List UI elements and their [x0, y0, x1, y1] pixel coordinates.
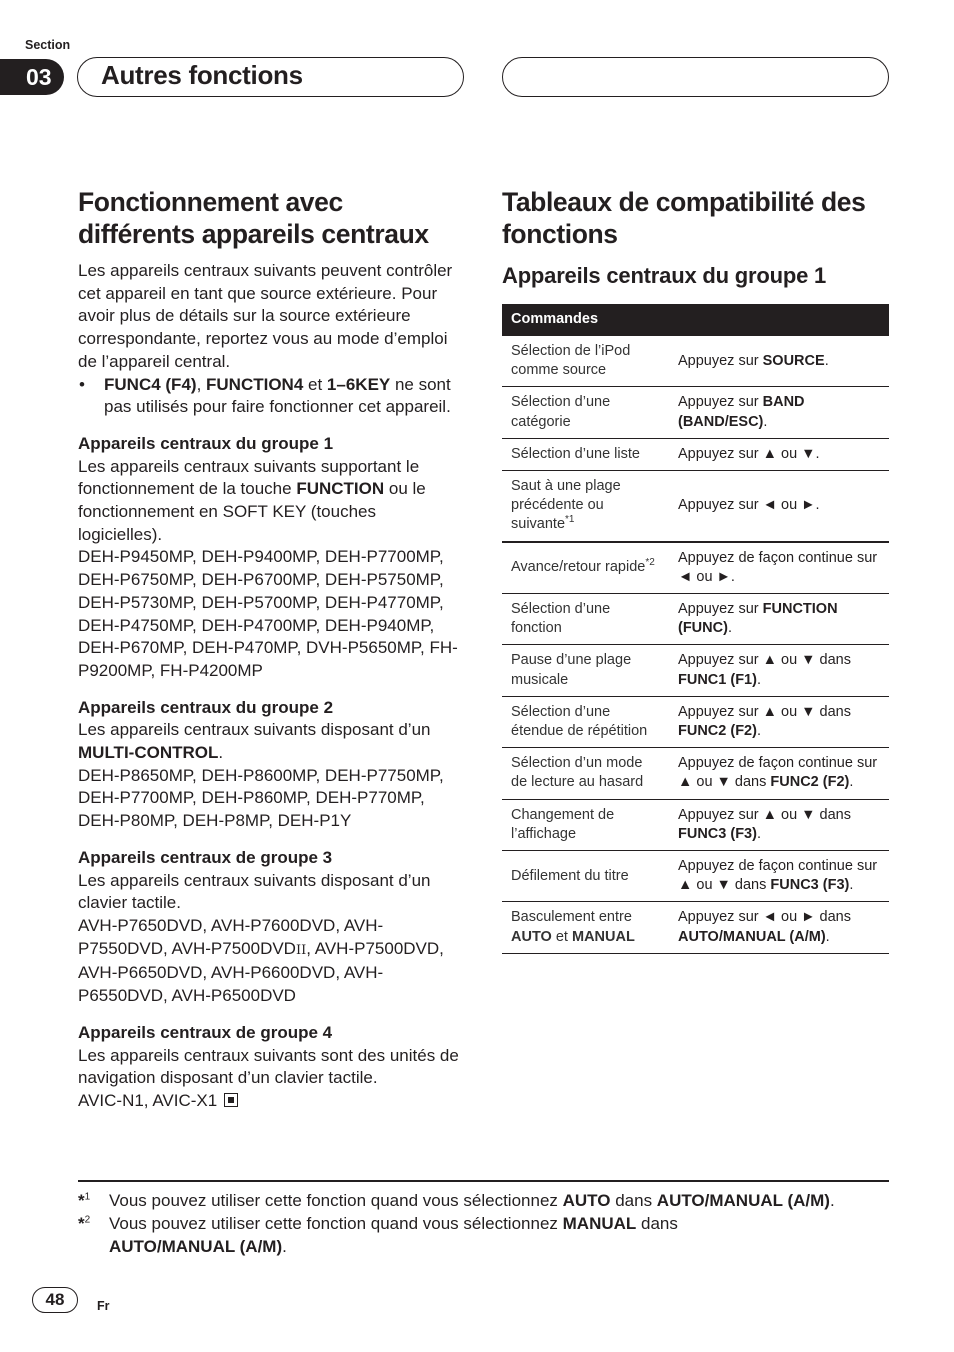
command-name: Sélection d’une liste	[511, 445, 640, 462]
command-name-cell	[502, 336, 670, 387]
bullet-dot-icon: •	[79, 374, 85, 394]
footnote-key: AUTO/MANUAL (A/M)	[656, 1191, 830, 1210]
table-row	[502, 696, 889, 747]
footnote-number: 2	[84, 1214, 91, 1226]
action-cell	[670, 748, 889, 799]
command-name-cell	[502, 902, 670, 953]
group-text: ou le fonctionnement en SOFT KEY (touches logicielles).	[78, 479, 426, 544]
action-cell	[670, 542, 889, 594]
compatibility-table	[502, 304, 889, 954]
action-text: Appuyez sur	[678, 601, 763, 618]
group-3-title: Appareils centraux de groupe 3	[78, 847, 333, 867]
group-4	[78, 1022, 464, 1113]
action-text: .	[727, 620, 732, 637]
section-number-badge: 03	[0, 59, 64, 95]
group-4-text: Les appareils centraux suivants sont des unités de navigation disposant d’un clavier tactile.	[78, 1045, 459, 1088]
group-text: .	[218, 743, 224, 763]
action-cell	[670, 471, 889, 542]
action-cell	[670, 645, 889, 696]
action-text: Appuyez sur	[678, 352, 763, 369]
group-models: , AVH-P7500DVD, AVH-P6650DVD, AVH-P6600DVD, AVH-P6550DVD, AVH-P6500DVD	[78, 938, 444, 1006]
group-2	[78, 697, 464, 833]
command-name-key: MANUAL	[571, 928, 635, 945]
table-row	[502, 542, 889, 594]
action-cell	[670, 387, 889, 438]
action-text: .	[824, 352, 829, 369]
command-name: Sélection d’un mode de lecture au hasard	[511, 755, 644, 791]
left-heading: Fonctionnement avec différents appareils centraux	[78, 187, 429, 249]
action-key: AUTO/MANUAL (A/M)	[678, 928, 826, 945]
group-text: Les appareils centraux suivants disposant d’un	[78, 720, 431, 740]
bullet-key-func4: FUNC4 (F4)	[104, 374, 197, 394]
command-name-key: AUTO	[511, 928, 552, 945]
page-number: 48	[32, 1287, 78, 1313]
action-text: Appuyez de façon continue sur ▲ ou ▼ dans	[678, 755, 878, 791]
action-text: Appuyez sur ▲ ou ▼.	[678, 445, 820, 462]
section-title: Autres fonctions	[101, 60, 303, 90]
table-row	[502, 799, 889, 850]
footnotes	[78, 1189, 889, 1258]
command-name-cell	[502, 748, 670, 799]
bullet-key-1-6key: 1–6KEY	[326, 374, 391, 394]
language-code: Fr	[97, 1299, 110, 1313]
footnote-2	[78, 1212, 889, 1258]
command-name-cell	[502, 471, 670, 542]
footnote-text: dans	[636, 1214, 678, 1233]
action-text: Appuyez sur	[678, 394, 763, 411]
action-text: Appuyez sur ▲ ou ▼ dans	[678, 806, 851, 823]
group-2-title: Appareils centraux du groupe 2	[78, 697, 334, 717]
command-name: Saut à une plage précédente ou suivante	[511, 478, 621, 533]
command-name: Sélection d’une fonction	[511, 601, 611, 637]
group-1-title: Appareils centraux du groupe 1	[78, 433, 334, 453]
section-label: Section	[25, 38, 71, 52]
bullet-sep: ,	[196, 374, 207, 394]
table-row	[502, 748, 889, 799]
footnote-text: Vous pouvez utiliser cette fonction quand vous sélectionnez	[109, 1214, 563, 1233]
footnote-key: MANUAL	[562, 1214, 637, 1233]
table-row	[502, 336, 889, 387]
action-text: Appuyez sur ▲ ou ▼ dans	[678, 652, 851, 669]
right-heading: Tableaux de compatibilité des fonctions	[502, 187, 866, 249]
group-4-models: AVIC-N1, AVIC-X1	[78, 1090, 218, 1110]
footnote-text: Vous pouvez utiliser cette fonction quand vous sélectionnez	[109, 1191, 563, 1210]
command-name-cell	[502, 799, 670, 850]
bullet-text: ne sont pas utilisés pour faire fonctionner cet appareil.	[104, 374, 451, 417]
action-text: Appuyez de façon continue sur ◄ ou ►.	[678, 549, 878, 585]
command-name: Changement de l’affichage	[511, 806, 615, 842]
footnote-key: AUTO/MANUAL (A/M)	[109, 1237, 283, 1256]
group-3	[78, 847, 464, 1008]
table-row	[502, 438, 889, 470]
action-key: FUNC3 (F3)	[678, 825, 757, 842]
bullet-key-function4: FUNCTION4	[206, 374, 304, 394]
footnote-text: .	[829, 1191, 835, 1210]
right-column	[502, 186, 889, 954]
action-text: .	[825, 928, 830, 945]
group-3-text: Les appareils centraux suivants disposant d’un clavier tactile.	[78, 870, 431, 913]
action-key: SOURCE	[762, 352, 825, 369]
bullet-sep: et	[303, 374, 327, 394]
right-subheading: Appareils centraux du groupe 1	[502, 263, 827, 288]
footnote-asterisk: *	[78, 1214, 85, 1233]
command-name-cell	[502, 438, 670, 470]
command-name: Défilement du titre	[511, 867, 629, 884]
footnote-1	[78, 1189, 889, 1212]
table-header: Commandes	[502, 304, 889, 336]
command-name: Pause d’une plage musicale	[511, 652, 632, 688]
group-key: FUNCTION	[296, 479, 385, 499]
footnote-mark	[78, 1212, 90, 1235]
table-row	[502, 902, 889, 953]
group-4-title: Appareils centraux de groupe 4	[78, 1022, 333, 1042]
group-2-models: DEH-P8650MP, DEH-P8600MP, DEH-P7750MP, DEH-P7700MP, DEH-P860MP, DEH-P770MP, DEH-P80MP, DEH-P8MP, DEH-P1Y	[78, 765, 444, 831]
header-empty-bar	[502, 57, 889, 97]
action-key: FUNC2 (F2)	[770, 774, 850, 791]
action-text: .	[756, 671, 761, 688]
action-text: .	[763, 413, 768, 430]
footnote-key: AUTO	[562, 1191, 611, 1210]
group-1-text	[78, 456, 464, 547]
command-name: et	[551, 928, 572, 945]
roman-numeral: II	[295, 942, 307, 958]
intro-paragraph: Les appareils centraux suivants peuvent contrôler cet appareil en tant que source extérieure. Pour avoir plus de détails sur la source extérieure correspondante, reportez vous au mode d’emploi de l’appareil central.	[78, 261, 453, 371]
end-mark-icon	[224, 1093, 238, 1107]
left-column	[78, 186, 464, 1113]
group-models: AVH-P7650DVD, AVH-P7600DVD, AVH-P7550DVD, AVH-P7500DVD	[78, 915, 384, 958]
action-key: BAND (BAND/ESC)	[678, 394, 805, 430]
table-row	[502, 645, 889, 696]
table-row	[502, 471, 889, 542]
action-cell	[670, 336, 889, 387]
footnote-ref: *2	[645, 557, 655, 569]
footnote-text: .	[282, 1237, 287, 1256]
action-key: FUNCTION (FUNC)	[678, 601, 838, 637]
table-row	[502, 851, 889, 902]
action-text: Appuyez de façon continue sur ▲ ou ▼ dans	[678, 858, 878, 894]
group-3-models	[78, 915, 464, 1008]
command-name-cell	[502, 851, 670, 902]
action-text: .	[849, 877, 854, 894]
action-text: .	[849, 774, 854, 791]
footnote-mark	[78, 1189, 90, 1212]
command-name: Sélection d’une catégorie	[511, 394, 611, 430]
group-2-text	[78, 719, 464, 764]
action-cell	[670, 902, 889, 953]
group-text: Les appareils centraux suivants supportant le fonctionnement de la touche	[78, 456, 420, 499]
table-row	[502, 594, 889, 645]
command-name-cell	[502, 696, 670, 747]
footnote-number: 1	[84, 1191, 91, 1203]
section-title-bar	[77, 57, 464, 97]
action-text: Appuyez sur ◄ ou ►.	[678, 497, 820, 514]
action-cell	[670, 851, 889, 902]
action-text: .	[756, 825, 761, 842]
command-name-cell	[502, 594, 670, 645]
action-key: FUNC1 (F1)	[678, 671, 757, 688]
command-name: Avance/retour rapide	[511, 559, 646, 576]
command-name-cell	[502, 542, 670, 594]
command-name-cell	[502, 645, 670, 696]
action-cell	[670, 696, 889, 747]
command-name-cell	[502, 387, 670, 438]
action-cell	[670, 438, 889, 470]
action-cell	[670, 594, 889, 645]
command-name: Basculement entre	[511, 909, 632, 926]
action-text: Appuyez sur ◄ ou ► dans	[678, 909, 851, 926]
bullet-note	[78, 374, 464, 419]
footnote-divider	[78, 1180, 889, 1182]
group-4-models-line	[78, 1090, 464, 1113]
table-row	[502, 387, 889, 438]
footnote-text: dans	[610, 1191, 657, 1210]
group-1	[78, 433, 464, 683]
footnote-asterisk: *	[78, 1191, 85, 1210]
group-1-models: DEH-P9450MP, DEH-P9400MP, DEH-P7700MP, DEH-P6750MP, DEH-P6700MP, DEH-P5750MP, DEH-P5730MP, DEH-P5700MP, DEH-P4770MP, DEH-P4750MP, DEH-P4700MP, DEH-P940MP, DEH-P670MP, DEH-P470MP, DVH-P5650MP, FH-P9200MP, FH-P4200MP	[78, 547, 458, 680]
action-text: .	[756, 723, 761, 740]
group-key: MULTI-CONTROL	[78, 743, 219, 763]
command-name: Sélection de l’iPod comme source	[511, 343, 631, 379]
command-name: Sélection d’une étendue de répétition	[511, 703, 648, 740]
action-key: FUNC2 (F2)	[678, 723, 757, 740]
action-key: FUNC3 (F3)	[770, 877, 850, 894]
action-cell	[670, 799, 889, 850]
footnote-ref: *1	[565, 514, 575, 526]
action-text: Appuyez sur ▲ ou ▼ dans	[678, 703, 851, 720]
